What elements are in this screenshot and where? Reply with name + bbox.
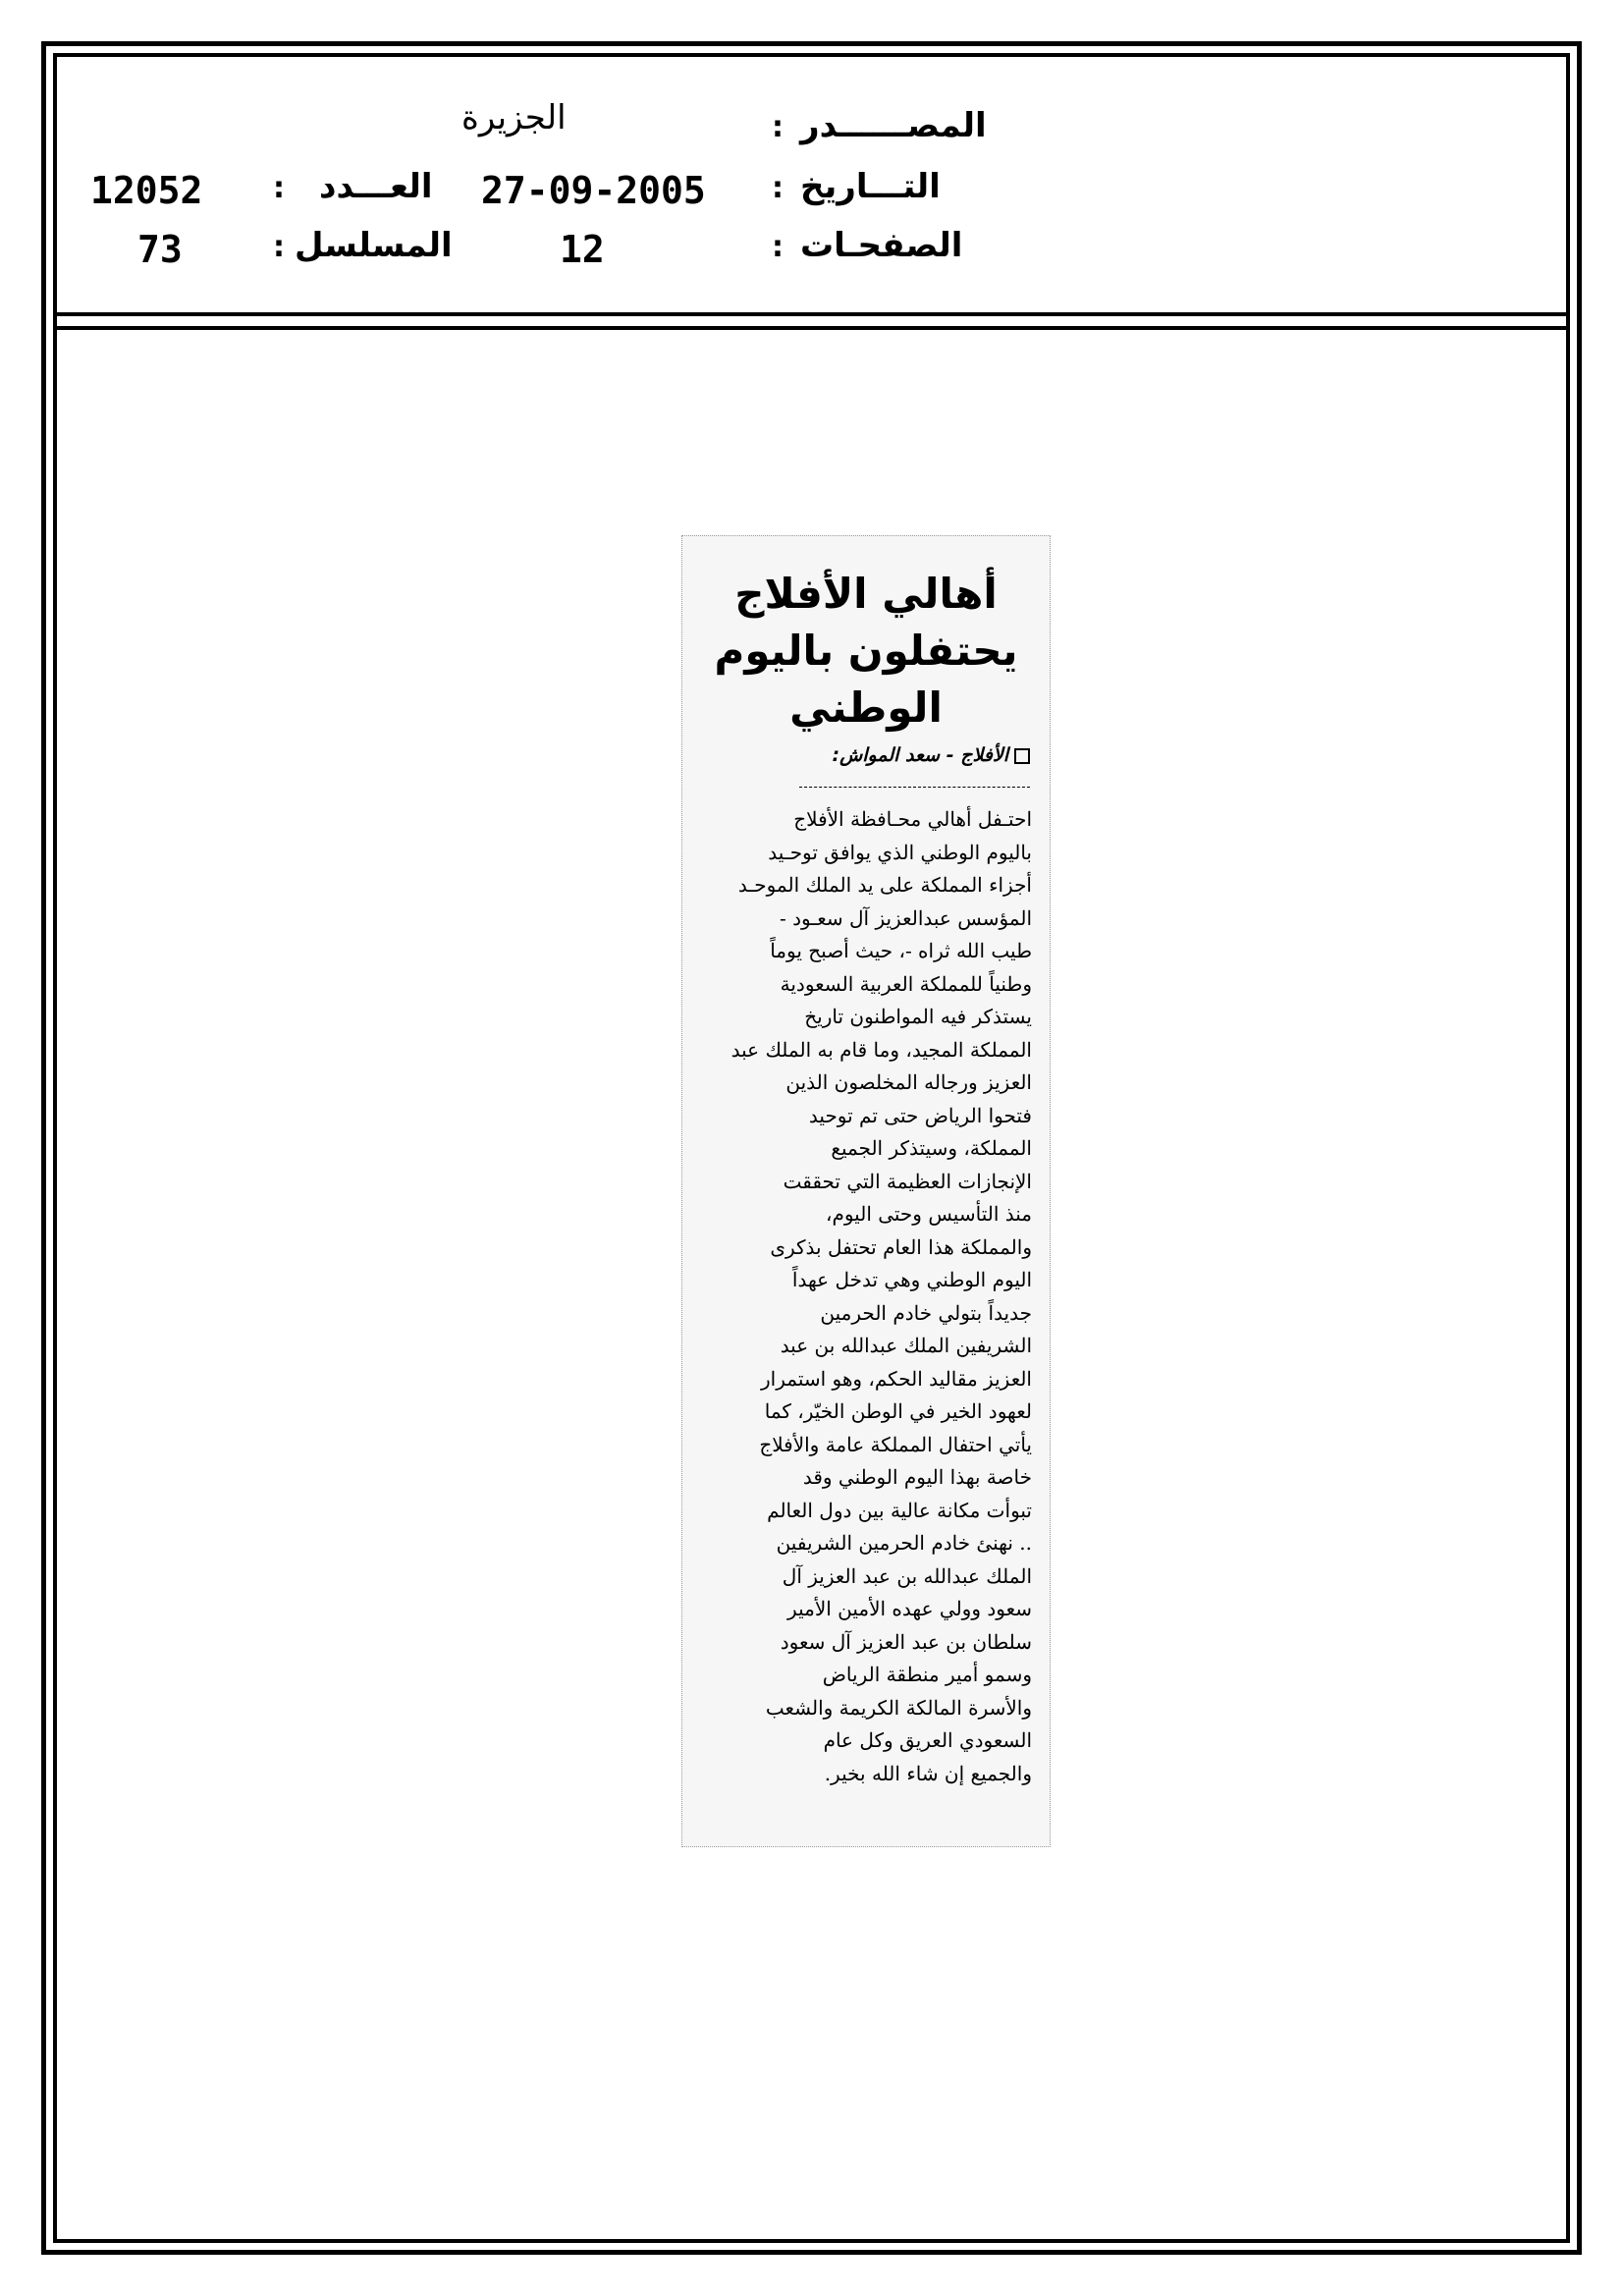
source-value: الجزيرة [461, 98, 567, 137]
body-line: العزيز ورجاله المخلصون الذين [785, 1070, 1032, 1094]
body-line: فتحوا الرياض حتى تم توحيد [808, 1103, 1032, 1127]
body-line: الإنجازات العظيمة التي تحققت [783, 1169, 1032, 1193]
source-label: المصــــــدر [800, 106, 987, 145]
body-line: يستذكر فيه المواطنون تاريخ [804, 1005, 1032, 1028]
body-line: وطنياً للمملكة العربية السعودية [780, 971, 1032, 996]
serial-label: المسلسل [295, 226, 453, 265]
header-divider-top [53, 312, 1570, 316]
article-body [698, 803, 1032, 1790]
body-line: أجزاء المملكة على يد الملك الموحـد [737, 873, 1032, 897]
issue-value: 12052 [90, 169, 203, 212]
body-line: الملك عبدالله بن عبد العزيز آل [782, 1563, 1032, 1588]
headline-line: يحتفلون باليوم [714, 627, 1018, 675]
body-line: سعود وولي عهده الأمين الأمير [787, 1597, 1032, 1620]
body-line: والأسرة المالكة الكريمة والشعب [765, 1695, 1032, 1720]
body-line: لعهود الخير في الوطن الخيّر، كما [764, 1399, 1032, 1423]
body-line: تبوأت مكانة عالية بين دول العالم [767, 1498, 1032, 1522]
byline-text: الأفلاج - سعد المواش: [832, 744, 1008, 766]
issue-label: العـــدد [319, 167, 433, 206]
article-headline [682, 566, 1050, 737]
body-line: الشريفين الملك عبدالله بن عبد [780, 1334, 1032, 1357]
body-line: المملكة المجيد، وما قام به الملك عبد [730, 1037, 1032, 1062]
body-line: وسمو أمير منطقة الرياض [822, 1663, 1032, 1686]
body-line: والجميع إن شاء الله بخير. [824, 1761, 1032, 1785]
newspaper-clipping [681, 535, 1051, 1847]
serial-value: 73 [137, 228, 183, 271]
body-line: جديداً بتولي خادم الحرمين [820, 1300, 1032, 1325]
body-line: العزيز مقاليد الحكم، وهو استمرار [761, 1366, 1032, 1391]
pages-value: 12 [560, 228, 605, 271]
body-line: طيب الله ثراه -، حيث أصبح يوماً [770, 939, 1032, 962]
body-line: سلطان بن عبد العزيز آل سعود [780, 1629, 1032, 1654]
byline-divider [799, 787, 1030, 788]
pages-colon: : [772, 230, 784, 264]
bullet-square-icon [1014, 748, 1030, 764]
article-byline [832, 744, 1030, 766]
issue-colon: : [273, 171, 285, 205]
body-line: يأتي احتفال المملكة عامة والأفلاج [759, 1432, 1032, 1456]
body-line: المملكة، وسيتذكر الجميع [831, 1136, 1032, 1160]
date-value: 27-09-2005 [481, 169, 706, 212]
date-colon: : [772, 171, 784, 205]
source-colon: : [772, 110, 784, 144]
headline-line: أهالي الأفلاج [734, 570, 998, 618]
body-line: خاصة بهذا اليوم الوطني وقد [802, 1465, 1032, 1489]
serial-colon: : [273, 230, 285, 264]
headline-line: الوطني [789, 683, 943, 732]
body-line: .. نهنئ خادم الحرمين الشريفين [776, 1531, 1032, 1555]
pages-label: الصفحـات [800, 226, 963, 265]
header-divider-bottom [53, 326, 1570, 330]
body-line: منذ التأسيس وحتى اليوم، [826, 1202, 1032, 1226]
body-line: والمملكة هذا العام تحتفل بذكرى [770, 1234, 1032, 1259]
body-line: باليوم الوطني الذي يوافق توحـيد [768, 840, 1032, 864]
body-line: المؤسس عبدالعزيز آل سعـود - [780, 905, 1032, 930]
body-line: اليوم الوطني وهي تدخل عهداً [791, 1268, 1032, 1291]
body-line: السعودي العريق وكل عام [823, 1728, 1032, 1752]
body-line: احتـفل أهالي محـافظة الأفلاج [793, 807, 1032, 831]
date-label: التـــاريخ [800, 167, 941, 206]
